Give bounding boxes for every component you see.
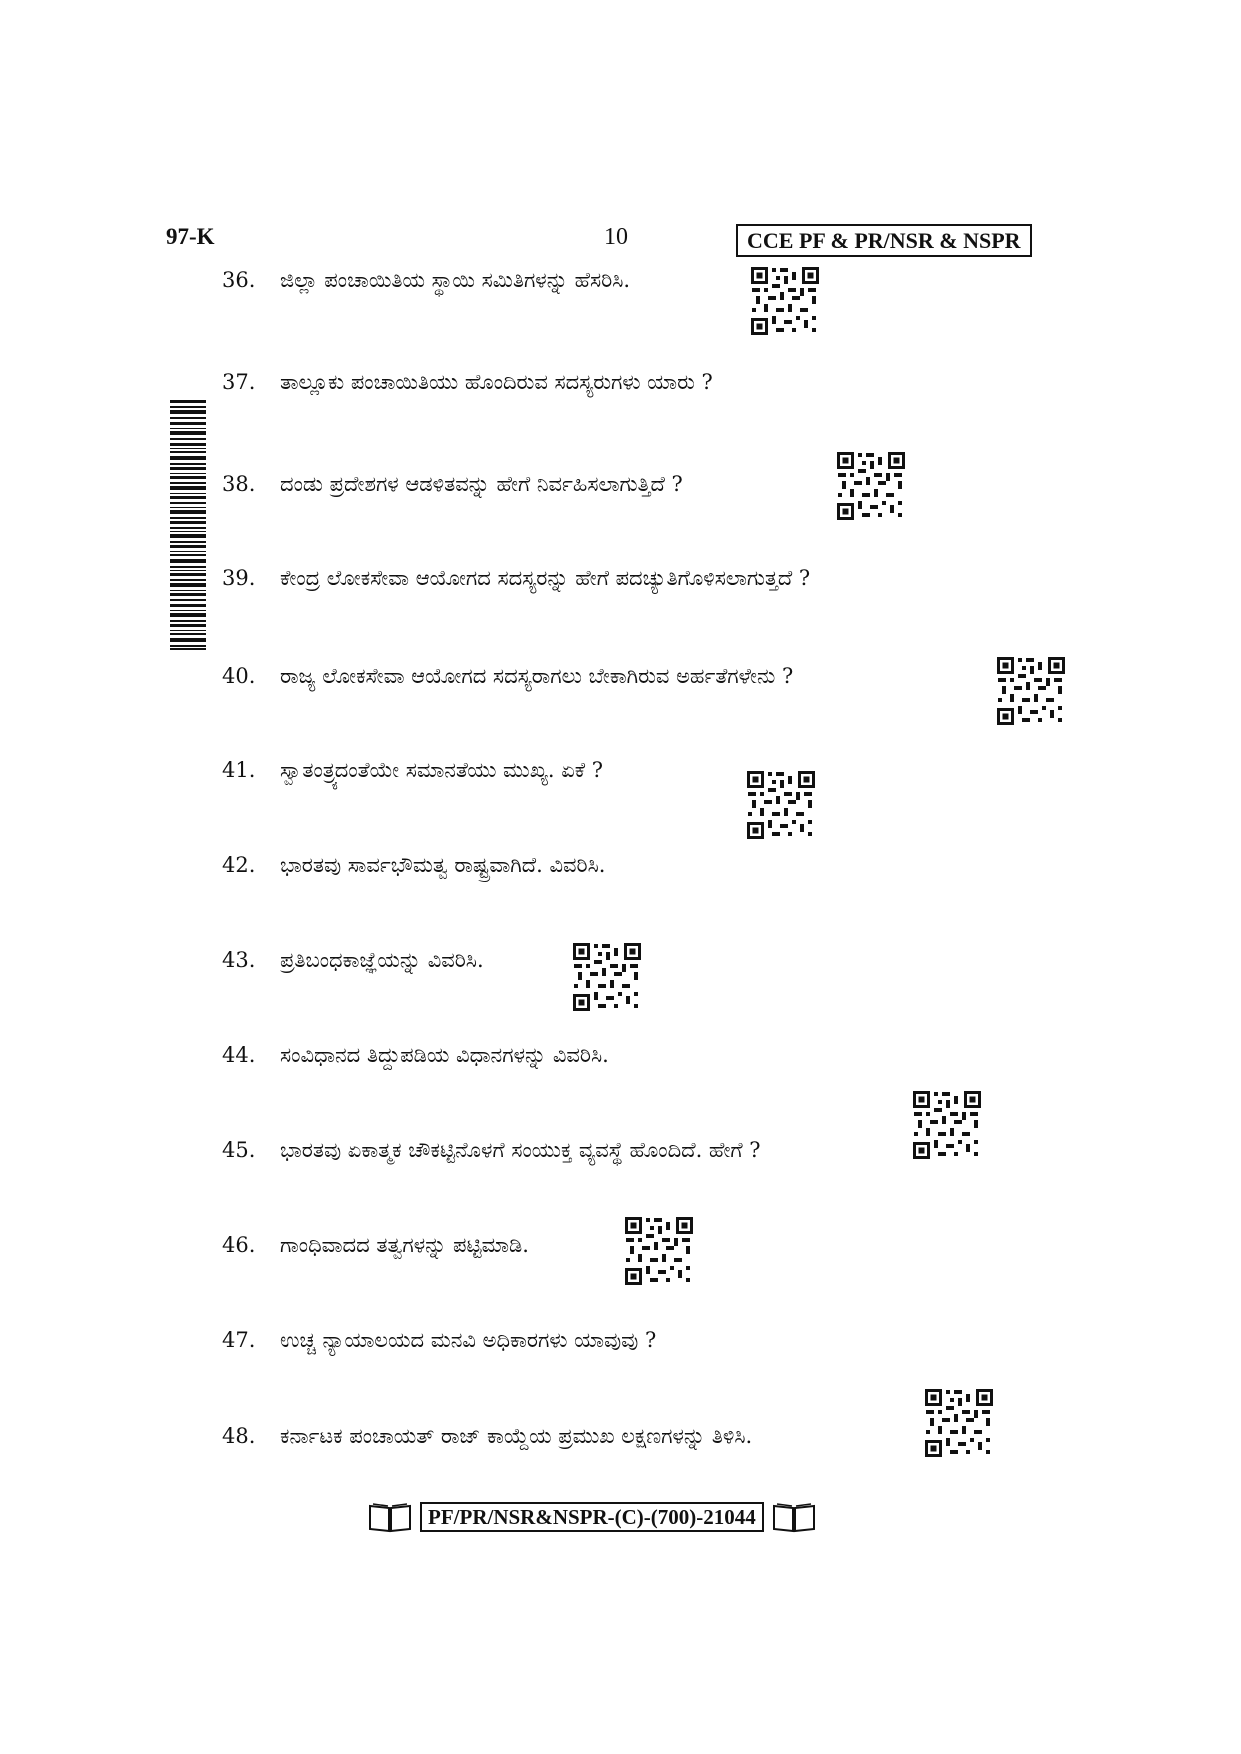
- qr-code-icon: [624, 1216, 694, 1286]
- qr-code-icon: [924, 1388, 994, 1458]
- question-39: [222, 566, 810, 591]
- question-text: ದಂಡು ಪ್ರದೇಶಗಳ ಆಡಳಿತವನ್ನು ಹೇಗೆ ನಿರ್ವಹಿಸಲಾಗುತ್ತಿದೆ ?: [280, 472, 683, 496]
- question-number: 45.: [222, 1138, 256, 1162]
- question-text: ರಾಜ್ಯ ಲೋಕಸೇವಾ ಆಯೋಗದ ಸದಸ್ಯರಾಗಲು ಬೇಕಾಗಿರುವ ಅರ್ಹತೆಗಳೇನು ?: [280, 664, 794, 688]
- question-text: ತಾಲ್ಲೂಕು ಪಂಚಾಯಿತಿಯು ಹೊಂದಿರುವ ಸದಸ್ಯರುಗಳು ಯಾರು ?: [280, 370, 713, 394]
- question-44: [222, 1043, 609, 1068]
- question-number: 36.: [222, 268, 256, 292]
- question-42: [222, 853, 605, 878]
- question-text: ಸ್ವಾತಂತ್ರ್ಯದಂತೆಯೇ ಸಮಾನತೆಯು ಮುಖ್ಯ. ಏಕೆ ?: [280, 758, 604, 782]
- question-36: [222, 268, 630, 293]
- footer: [368, 1501, 816, 1533]
- barcode: [170, 400, 206, 650]
- question-47: [222, 1328, 656, 1353]
- open-book-icon: [368, 1501, 412, 1533]
- question-37: [222, 370, 713, 395]
- question-number: 46.: [222, 1233, 256, 1257]
- question-46: [222, 1233, 529, 1258]
- qr-code-icon: [746, 770, 816, 840]
- question-48: [222, 1424, 752, 1449]
- qr-code-icon: [750, 266, 820, 336]
- paper-code: 97-K: [166, 224, 215, 249]
- question-number: 44.: [222, 1043, 256, 1067]
- qr-code-icon: [996, 656, 1066, 726]
- question-38: [222, 472, 683, 497]
- qr-code-icon: [572, 942, 642, 1012]
- question-45: [222, 1138, 761, 1163]
- qr-code-icon: [912, 1090, 982, 1160]
- question-43: [222, 948, 484, 973]
- question-number: 41.: [222, 758, 256, 782]
- question-text: ಗಾಂಧಿವಾದದ ತತ್ವಗಳನ್ನು ಪಟ್ಟಿಮಾಡಿ.: [280, 1233, 529, 1257]
- question-number: 43.: [222, 948, 256, 972]
- question-text: ಭಾರತವು ಸಾರ್ವಭೌಮತ್ವ ರಾಷ್ಟ್ರವಾಗಿದೆ. ವಿವರಿಸಿ.: [280, 853, 606, 877]
- question-number: 37.: [222, 370, 256, 394]
- page-number: 10: [604, 224, 628, 250]
- question-text: ಕರ್ನಾಟಕ ಪಂಚಾಯತ್ ರಾಜ್ ಕಾಯ್ದೆಯ ಪ್ರಮುಖ ಲಕ್ಷಣಗಳನ್ನು ತಿಳಿಸಿ.: [280, 1424, 753, 1448]
- question-number: 48.: [222, 1424, 256, 1448]
- question-40: [222, 664, 793, 689]
- question-number: 40.: [222, 664, 256, 688]
- question-number: 39.: [222, 566, 256, 590]
- question-number: 47.: [222, 1328, 256, 1352]
- question-text: ಕೇಂದ್ರ ಲೋಕಸೇವಾ ಆಯೋಗದ ಸದಸ್ಯರನ್ನು ಹೇಗೆ ಪದಚ್ಯುತಿಗೊಳಿಸಲಾಗುತ್ತದೆ ?: [280, 566, 811, 590]
- question-number: 42.: [222, 853, 256, 877]
- footer-code: PF/PR/NSR&NSPR-(C)-(700)-21044: [420, 1502, 764, 1532]
- qr-code-icon: [836, 451, 906, 521]
- open-book-icon: [772, 1501, 816, 1533]
- question-text: ಪ್ರತಿಬಂಧಕಾಜ್ಞೆಯನ್ನು ವಿವರಿಸಿ.: [280, 948, 484, 972]
- question-text: ಸಂವಿಧಾನದ ತಿದ್ದುಪಡಿಯ ವಿಧಾನಗಳನ್ನು ವಿವರಿಸಿ.: [280, 1043, 609, 1067]
- question-text: ಉಚ್ಚ ನ್ಯಾಯಾಲಯದ ಮನವಿ ಅಧಿಕಾರಗಳು ಯಾವುವು ?: [280, 1328, 657, 1352]
- question-41: [222, 758, 603, 783]
- question-text: ಜಿಲ್ಲಾ ಪಂಚಾಯಿತಿಯ ಸ್ಥಾಯಿ ಸಮಿತಿಗಳನ್ನು ಹೆಸರಿಸಿ.: [280, 268, 631, 292]
- question-number: 38.: [222, 472, 256, 496]
- question-text: ಭಾರತವು ಏಕಾತ್ಮಕ ಚೌಕಟ್ಟಿನೊಳಗೆ ಸಂಯುಕ್ತ ವ್ಯವಸ್ಥೆ ಹೊಂದಿದೆ. ಹೇಗೆ ?: [280, 1138, 761, 1162]
- exam-label: CCE PF & PR/NSR & NSPR: [736, 224, 1032, 257]
